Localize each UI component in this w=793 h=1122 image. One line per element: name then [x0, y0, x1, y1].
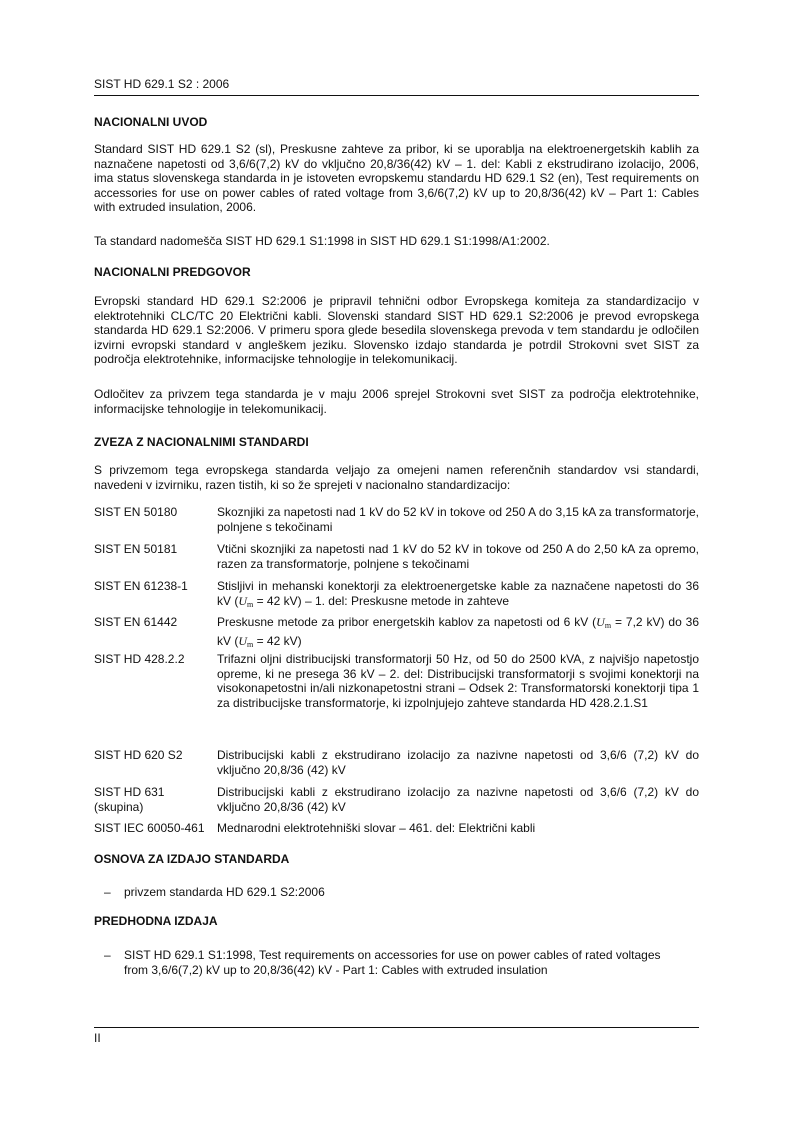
standard-code: SIST IEC 60050-461	[94, 821, 205, 835]
um-symbol	[238, 634, 253, 648]
standards-row	[94, 542, 699, 571]
predgovor-paragraph-1: Evropski standard HD 629.1 S2:2006 je pripravil tehnični odbor Evropskega komiteja za standardizacijo v elektrotehniki CLC/TC 20 Električni kabli. Slovenski standard SIST HD 629.1 S2:2006 je prevod evropskega standarda HD 629.1 S2:2006. V primeru spora glede besedila slovenskega prevoda v tem standardu je odločilen izvirni evropski standard v angleškem jeziku. Slovensko izdajo standarda je potrdil Strokovni svet SIST za področja elektrotehnike, informacijske tehnologije in telekomunikacij.	[94, 294, 699, 366]
page-number: II	[94, 1031, 101, 1045]
standard-description: Distribucijski kabli z ekstrudirano izolacijo za nazivne napetosti od 3,6/6 (7,2) kV do vključno 20,8/36 (42) kV	[217, 785, 699, 814]
um-subscript: m	[247, 599, 254, 609]
standards-row	[94, 505, 699, 534]
standard-description: Trifazni oljni distribucijski transformatorji 50 Hz, od 50 do 2500 kVA, z najvišjo napetostjo opreme, ki ne presega 36 kV – 2. del: Distribucijski transformatorji s svojimi konektorji na visokonapetostni in/ali nizkonapetostni strani – Odsek 2: Transformatorski konektorji tipa 1 za distribucijske transformatorje, ki izpolnjujejo zahteve standarda HD 428.2.1.S1	[217, 652, 699, 710]
desc-part: = 42 kV) – 1. del: Preskusne metode in zahteve	[253, 593, 510, 608]
um-symbol	[596, 615, 611, 629]
standard-code: SIST EN 50180	[94, 505, 178, 519]
desc-part: = 42 kV)	[253, 633, 302, 648]
standard-code: SIST HD 428.2.2	[94, 652, 185, 666]
standard-code: SIST HD 620 S2	[94, 748, 183, 762]
standard-code: SIST EN 61442	[94, 615, 178, 629]
standards-row	[94, 785, 699, 814]
dash-bullet: –	[104, 948, 111, 962]
uvod-paragraph-1: Standard SIST HD 629.1 S2 (sl), Preskusne zahteve za pribor, ki se uporablja na elektroenergetskih kablih za naznačene napetosti od 3,6/6(7,2) kV do vključno 20,8/36(42) kV – 1. del: Kabli z ekstrudirano izolacijo, 2006, ima status slovenskega standarda in je istoveten evropskemu standardu HD 629.1 S2 (en), Test requirements on accessories for use on power cables of rated voltage from 3,6/6(7,2) kV up to 20,8/36(42) kV – Part 1: Cables with extruded insulation, 2006.	[94, 142, 699, 214]
standard-code: SIST EN 61238-1	[94, 579, 188, 593]
section-title-predhodna: PREDHODNA IZDAJA	[94, 914, 218, 928]
predgovor-paragraph-2: Odločitev za privzem tega standarda je v maju 2006 sprejel Strokovni svet SIST za področja elektrotehnike, informacijske tehnologije in telekomunikacij.	[94, 387, 699, 416]
desc-part: = 7,2 kV) do 36 kV (	[217, 615, 699, 648]
standards-row	[94, 652, 699, 710]
header-rule	[94, 95, 699, 96]
dash-bullet: –	[104, 885, 111, 899]
standard-description: Vtični skoznjiki za napetosti nad 1 kV do 52 kV in tokove od 250 A do 2,50 kA za opremo, razen za transformatorje, polnjene s tekočinami	[217, 542, 699, 571]
uvod-paragraph-2: Ta standard nadomešča SIST HD 629.1 S1:1998 in SIST HD 629.1 S1:1998/A1:2002.	[94, 234, 550, 248]
list-item	[104, 885, 694, 900]
um-letter: U	[238, 633, 248, 648]
um-letter: U	[238, 593, 248, 608]
standard-description	[217, 579, 699, 612]
standards-row	[94, 821, 699, 836]
standard-description	[217, 615, 699, 652]
section-title-osnova: OSNOVA ZA IZDAJO STANDARDA	[94, 852, 290, 866]
um-subscript: m	[247, 639, 254, 649]
section-title-uvod: NACIONALNI UVOD	[94, 115, 208, 129]
section-title-zveza: ZVEZA Z NACIONALNIMI STANDARDI	[94, 435, 309, 449]
standard-description: Skoznjiki za napetosti nad 1 kV do 52 kV in tokove od 250 A do 3,15 kA za transformatorje, polnjene s tekočinami	[217, 505, 699, 534]
list-item	[104, 948, 694, 977]
footer-rule	[94, 1027, 699, 1028]
section-title-predgovor: NACIONALNI PREDGOVOR	[94, 265, 251, 279]
desc-part: Preskusne metode za pribor energetskih kablov za napetosti od 6 kV (	[217, 615, 597, 629]
list-item-text: SIST HD 629.1 S1:1998, Test requirements on accessories for use on power cables of rated voltages from 3,6/6(7,2) kV up to 20,8/36(42) kV - Part 1: Cables with extruded insulation	[124, 948, 661, 977]
um-symbol	[238, 594, 253, 608]
um-subscript: m	[604, 621, 612, 630]
standard-description: Mednarodni elektrotehniški slovar – 461. del: Električni kabli	[217, 821, 536, 835]
zveza-intro: S privzemom tega evropskega standarda veljajo za omejeni namen referenčnih standardov vsi standardi, navedeni v izvirniku, razen tistih, ki so že sprejeti v nacionalno standardizacijo:	[94, 463, 699, 492]
standard-code: SIST HD 631 (skupina)	[94, 785, 165, 814]
standards-row	[94, 579, 699, 612]
standards-row	[94, 748, 699, 777]
list-item-text: privzem standarda HD 629.1 S2:2006	[124, 885, 325, 899]
um-letter: U	[596, 615, 605, 629]
desc-part: Stisljivi in mehanski konektorji za elektroenergetske kable za naznačene napetosti do 36 kV (	[217, 579, 699, 608]
standards-row	[94, 615, 699, 652]
standard-code: SIST EN 50181	[94, 542, 178, 556]
standard-description: Distribucijski kabli z ekstrudirano izolacijo za nazivne napetosti od 3,6/6 (7,2) kV do vključno 20,8/36 (42) kV	[217, 748, 699, 777]
running-header: SIST HD 629.1 S2 : 2006	[94, 77, 230, 91]
